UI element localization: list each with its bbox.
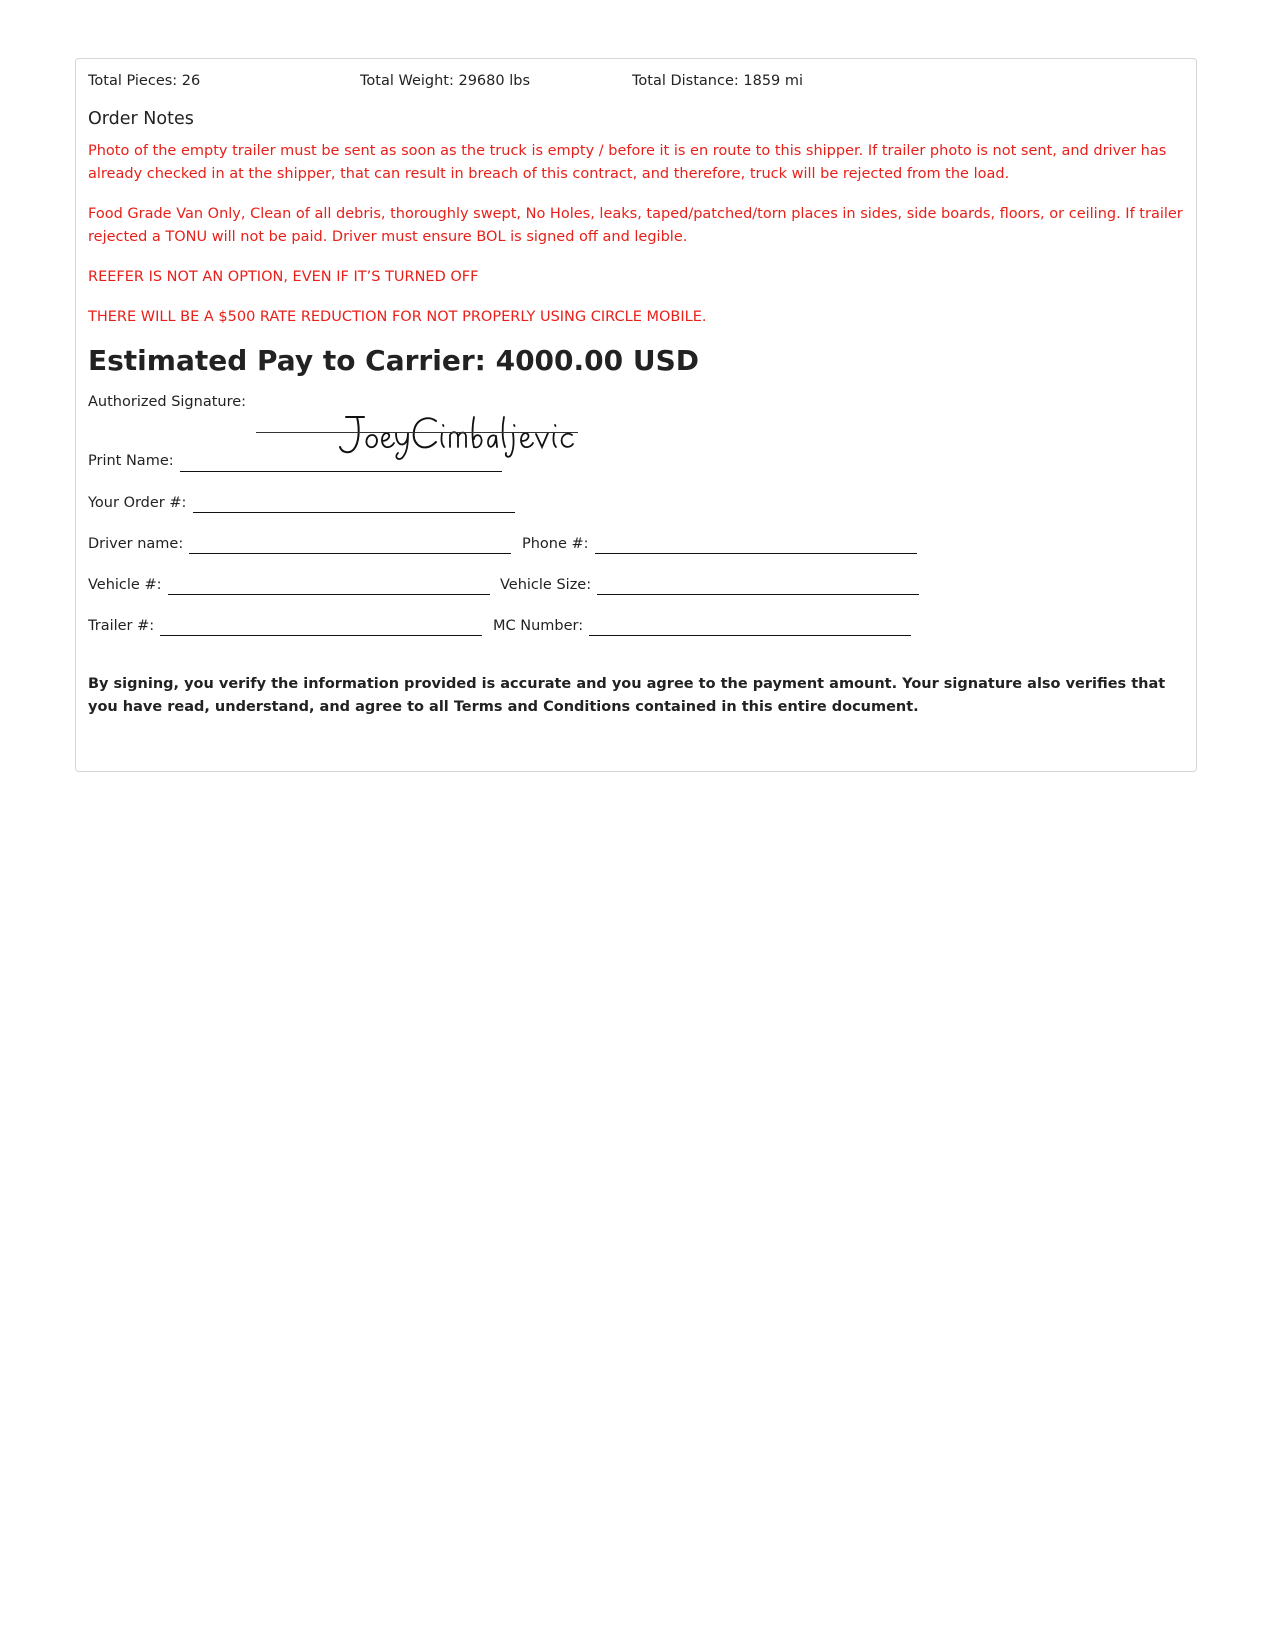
print-name-line[interactable] <box>180 471 502 472</box>
signature-disclaimer: By signing, you verify the information provided is accurate and you agree to the payment amount. Your signature also verifies that you have read, understand, and agree to all Terms and Conditions contained in this entire document. <box>88 676 1166 715</box>
total-weight: Total Weight: 29680 lbs <box>360 73 531 89</box>
phone-label: Phone #: <box>522 536 589 552</box>
driver-name-line[interactable] <box>189 553 511 554</box>
total-pieces: Total Pieces: 26 <box>88 73 201 89</box>
order-notes-title: Order Notes <box>88 109 194 129</box>
authorized-signature-image <box>324 411 584 461</box>
trailer-number-line[interactable] <box>160 635 482 636</box>
vehicle-size-line[interactable] <box>597 594 919 595</box>
driver-name-label: Driver name: <box>88 536 184 552</box>
rate-confirmation-card <box>75 58 1197 772</box>
vehicle-number-line[interactable] <box>168 594 490 595</box>
mc-number-line[interactable] <box>589 635 911 636</box>
your-order-label: Your Order #: <box>88 495 187 511</box>
authorized-signature-line <box>256 432 578 433</box>
phone-line[interactable] <box>595 553 917 554</box>
order-note-trailer-photo: Photo of the empty trailer must be sent as soon as the truck is empty / before it is en route to this shipper. If trailer photo is not sent, and driver has already checked in at the shipper, that can result in breach of this contract, and therefore, truck will be rejected from the load. <box>88 143 1167 182</box>
estimated-pay-heading: Estimated Pay to Carrier: 4000.00 USD <box>88 344 700 377</box>
total-distance: Total Distance: 1859 mi <box>632 73 804 89</box>
vehicle-number-label: Vehicle #: <box>88 577 162 593</box>
trailer-number-label: Trailer #: <box>88 618 155 634</box>
order-note-food-grade: Food Grade Van Only, Clean of all debris, thoroughly swept, No Holes, leaks, taped/patched/torn places in sides, side boards, floors, or ceiling. If trailer rejected a TONU will not be paid. Driver must ensure BOL is signed off and legible. <box>88 206 1183 245</box>
order-note-rate-reduction: THERE WILL BE A $500 RATE REDUCTION FOR NOT PROPERLY USING CIRCLE MOBILE. <box>88 309 707 325</box>
order-note-reefer: REEFER IS NOT AN OPTION, EVEN IF IT’S TURNED OFF <box>88 269 479 285</box>
mc-number-label: MC Number: <box>493 618 584 634</box>
vehicle-size-label: Vehicle Size: <box>500 577 592 593</box>
authorized-signature-label: Authorized Signature: <box>88 394 247 410</box>
print-name-label: Print Name: <box>88 453 174 469</box>
your-order-line[interactable] <box>193 512 515 513</box>
